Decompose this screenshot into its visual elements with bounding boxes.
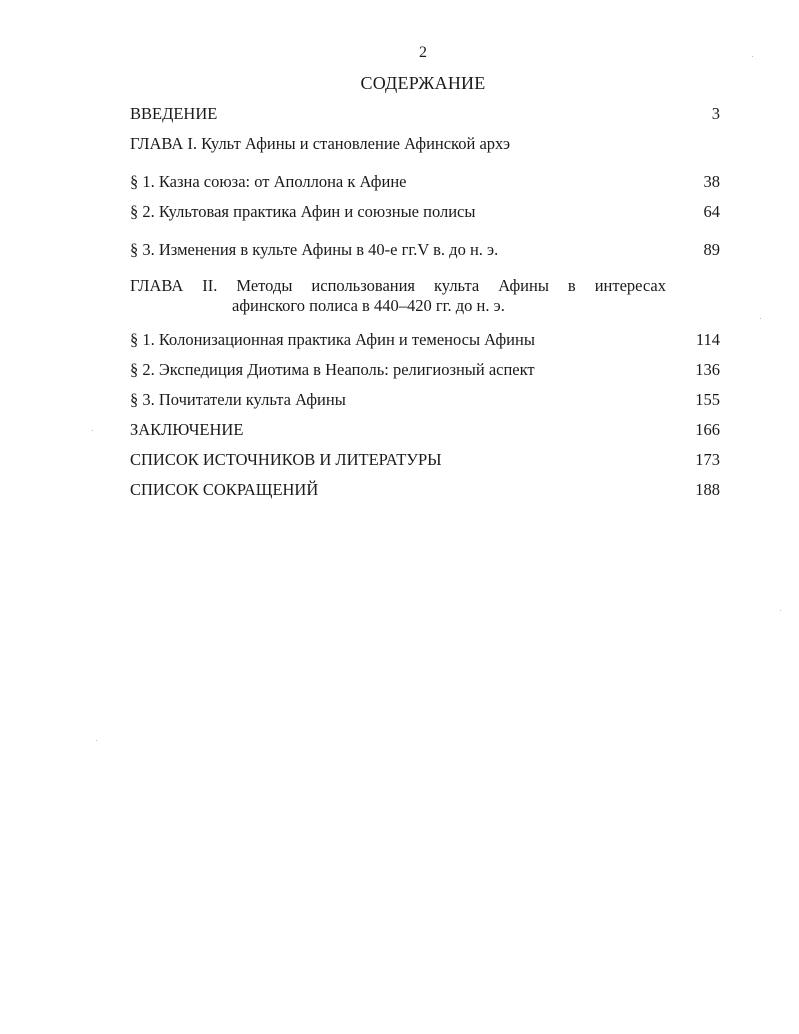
- scan-speck: [96, 740, 97, 741]
- toc-entry-text: § 2. Экспедиция Диотима в Неаполь: религиозный аспект: [130, 360, 535, 379]
- toc-entry-text: ВВЕДЕНИЕ: [130, 104, 218, 123]
- scan-speck: [752, 56, 753, 57]
- toc-title: СОДЕРЖАНИЕ: [360, 73, 486, 93]
- toc-entry-page: 3: [711, 104, 720, 123]
- toc-entry-text: § 3. Изменения в культе Афины в 40-е гг.V в. до н. э.: [130, 240, 499, 259]
- toc-entry-page: 64: [703, 202, 720, 221]
- scan-speck: [760, 318, 761, 319]
- toc-chapter-2-line-2: афинского полиса в 440–420 гг. до н. э.: [232, 296, 505, 315]
- toc-entry-page: 136: [695, 360, 720, 379]
- toc-entry-page: 114: [695, 330, 720, 349]
- toc-entry-page: 38: [703, 172, 720, 191]
- toc-entry-text: ЗАКЛЮЧЕНИЕ: [130, 420, 244, 439]
- toc-entry-page: 155: [695, 390, 720, 409]
- toc-entry-text: § 1. Казна союза: от Аполлона к Афине: [130, 172, 407, 191]
- toc-entry-text: ГЛАВА I. Культ Афины и становление Афинской архэ: [130, 134, 511, 153]
- toc-entry-chapter-2: [130, 276, 666, 316]
- scan-speck: [92, 430, 93, 431]
- toc-entry-text: § 1. Колонизационная практика Афин и теменосы Афины: [130, 330, 535, 349]
- page-number: 2: [419, 44, 427, 61]
- toc-entry-page: 188: [695, 480, 720, 499]
- toc-entry-page: 89: [703, 240, 720, 259]
- toc-entry-text: СПИСОК ИСТОЧНИКОВ И ЛИТЕРАТУРЫ: [130, 450, 442, 469]
- toc-entry-text: СПИСОК СОКРАЩЕНИЙ: [130, 480, 319, 499]
- toc-entry-page: 166: [695, 420, 720, 439]
- toc-entry-text: § 3. Почитатели культа Афины: [130, 390, 346, 409]
- toc-chapter-2-line-1: ГЛАВА II. Методы использования культа Афины в интересах: [130, 276, 666, 295]
- toc-entry-text: § 2. Культовая практика Афин и союзные полисы: [130, 202, 476, 221]
- scan-speck: [780, 610, 781, 611]
- toc-entry-page: 173: [695, 450, 720, 469]
